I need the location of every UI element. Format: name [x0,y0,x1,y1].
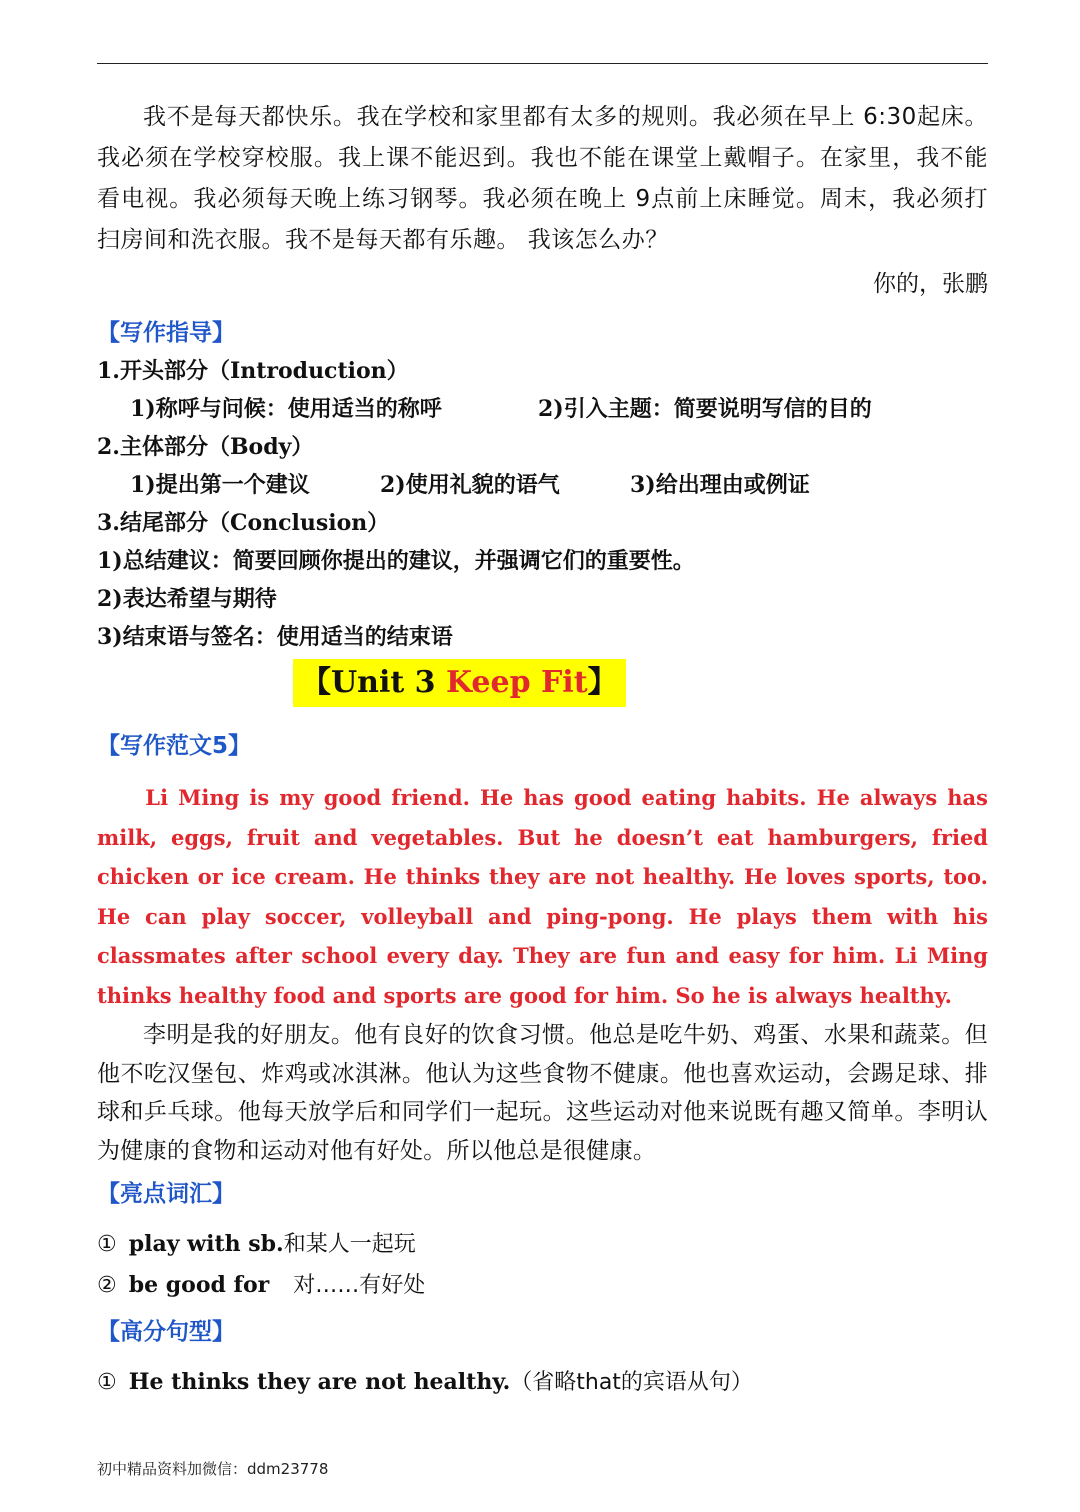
guide-section-3-item-1: 1)总结建议：简要回顾你提出的建议，并强调它们的重要性。 [97,548,695,574]
vocab-heading: 【亮点词汇】 [97,1181,235,1207]
sample-essay-chinese: 李明是我的好朋友。他有良好的饮食习惯。他总是吃牛奶、鸡蛋、水果和蔬菜。但他不吃汉堡包、炸鸡或冰淇淋。他认为这些食物不健康。他也喜欢运动，会踢足球、排球和乒乓球。他每天放学后和同学们一起玩。这些运动对他来说既有趣又简单。李明认为健康的食物和运动对他有好处。所以他总是很健康。 [97,1022,988,1164]
guide-section-2-title: 2.主体部分（Body） [97,434,314,460]
unit-title-banner: 【Unit 3 Keep Fit】 [293,659,626,707]
unit-title-red: Keep Fit [446,665,588,700]
sentence-pattern-heading: 【高分句型】 [97,1319,235,1345]
guide-section-1-title: 1.开头部分（Introduction） [97,358,409,384]
writing-guide-heading: 【写作指导】 [97,320,235,346]
letter-body: 我不是每天都快乐。我在学校和家里都有太多的规则。我必须在早上 6:30起床。我必须在学校穿校服。我上课不能迟到。我也不能在课堂上戴帽子。在家里，我不能看电视。我必须每天晚上练习钢琴。我必须在晚上 9点前上床睡觉。周末，我必须打扫房间和洗衣服。我不是每天都有乐趣。 我该怎么办？ [97,104,988,253]
sample-essay-english: Li Ming is my good friend. He has good eating habits. He always has milk, eggs, fruit and vegetables. But he doesn’t eat hamburgers, fried chicken or ice cream. He thinks they are not healthy. He loves sports, too. He can play soccer, volleyball and ping-pong. He plays them with his classmates after school every day. They are fun and easy for him. Li Ming thinks healthy food and sports are good for him. So he is always healthy. [97,785,988,1008]
guide-section-3-title: 3.结尾部分（Conclusion） [97,510,390,536]
vocab-item: ① play with sb.和某人一起玩 [97,1231,416,1257]
document-page [97,0,988,1512]
guide-section-2-items: 1)提出第一个建议 2)使用礼貌的语气 3)给出理由或例证 [130,472,810,498]
sentence-pattern-item: ① He thinks they are not healthy.（省略that的宾语从句） [97,1369,753,1395]
header-rule [97,63,988,64]
guide-section-3-item-2: 2)表达希望与期待 [97,586,277,612]
footer-note: 初中精品资料加微信：ddm23778 [97,1460,329,1478]
guide-section-3-item-3: 3)结束语与签名：使用适当的结束语 [97,624,453,650]
letter-signature: 你的，张鹏 [873,271,988,297]
vocab-item: ② be good for 对……有好处 [97,1272,426,1298]
sample-essay-heading: 【写作范文5】 [97,733,252,759]
guide-section-1-items: 1)称呼与问候：使用适当的称呼 2)引入主题：简要说明写信的目的 [130,396,872,422]
